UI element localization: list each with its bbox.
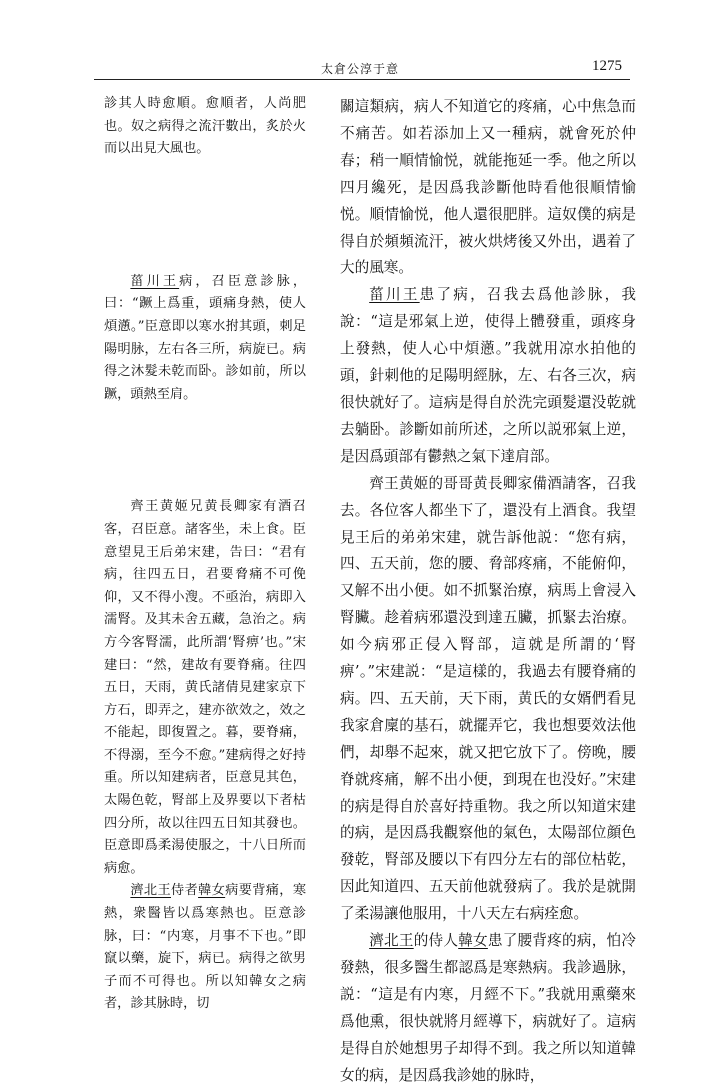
name-jibei-king-translation: 濟北王 [369,932,414,950]
header-rule [94,79,630,80]
right-paragraph-4-text: 患了腰背疼的病，怕冷發熱，很多醫生都認爲是寒熱病。我診過脉，説：“這是有内寒，月經不下。”我就用熏藥來爲他熏，很快就將月經導下，病就好了。這病是得自於她想男子却得不到。我之所以知道韓女的病，是因爲我診她的脉時， [340,932,636,1084]
left-paragraph-4 [104,880,306,1016]
left-paragraph-2 [104,271,306,407]
name-jibei-king: 濟北王 [130,883,171,899]
page-number: 1275 [592,58,622,74]
right-paragraph-1: 關這類病，病人不知道它的疼痛，心中焦急而不痛苦。如若添加上又一種病，就會死於仲春；稍一順情愉悦，就能拖延一季。他之所以四月纔死，是因爲我診斷他時看他很順情愉悦。順情愉悦，他人還很肥胖。這奴僕的病是得自於頻頻流汗，被火烘烤後又外出，遇着了大的風寒。 [340,98,636,277]
translation-column [340,94,636,1090]
left-paragraph-2-text: 病，召臣意診脉，曰：“蹶上爲重，頭痛身熱，使人煩懣。”臣意即以寒水拊其頭，刺足陽明脉，左右各三所，病旋已。病得之沐髮未乾而卧。診如前，所以蹶，頭熱至肩。 [104,273,307,402]
left-paragraph-3: 齊王黄姬兄黄長卿家有酒召客，召臣意。諸客坐，未上食。臣意望見王后弟宋建，告曰：“君有病，往四五日，君要脅痛不可俛仰，又不得小溲。不亟治，病即入濡腎。及其未舍五藏，急治之。病方今客腎濡，此所謂‘腎痹’也。”宋建曰：“然，建故有要脊痛。往四五日，天雨，黄氏諸倩見建家京下方石，即弄之，建亦欲效之，效之不能起，即復置之。暮，要脊痛，不得溺，至今不愈。”建病得之好持重。所以知建病者，臣意見其色，太陽色乾，腎部上及界要以下者枯四分所，故以往四五日知其發也。臣意即爲柔湯使服之，十八日所而病愈。 [104,499,306,876]
left-paragraph-4-mid: 侍者 [171,883,199,899]
running-title: 太倉公淳于意 [320,62,399,76]
right-paragraph-4 [340,928,636,1089]
name-han-nu: 韓女 [198,883,226,899]
page-header [94,56,626,76]
right-paragraph-4-mid: 的侍人 [413,932,459,950]
left-gap-1 [104,161,306,271]
classical-text-column [104,93,306,1016]
left-paragraph-1: 診其人時愈順。愈順者，人尚肥也。奴之病得之流汗數出，炙於火而以出見大風也。 [104,96,306,157]
left-gap-2 [104,406,306,496]
name-zichuan-king-translation: 菑川王 [369,286,420,304]
right-paragraph-2 [340,282,636,470]
name-zichuan-king: 菑川王 [130,273,180,289]
right-paragraph-2-text: 患了病，召我去爲他診脉，我說：“這是邪氣上逆，使得上體發重，頭疼身上發熱，使人心中煩懣。”我就用凉水拍他的頭，針刺他的足陽明經脉，左、右各三次，病很快就好了。這病是得自於洗完頭髮還没乾就去躺卧。診斷如前所述，之所以説邪氣上逆，是因爲頭部有鬱熱之氣下達肩部。 [340,286,636,465]
name-han-nu-translation: 韓女 [458,932,488,950]
left-paragraph-4-text: 病要背痛，寒熱，衆醫皆以爲寒熱也。臣意診脉，曰：“内寒，月事不下也。”即竄以藥，旋下，病已。病得之欲男子而不可得也。所以知韓女之病者，診其脉時，切 [104,883,307,1012]
right-paragraph-3: 齊王黄姬的哥哥黄長卿家備酒請客，召我去。各位客人都坐下了，還没有上酒食。我望見王后的弟弟宋建，就告訴他説：“您有病，四、五天前，您的腰、脅部疼痛，不能俯仰，又解不出小便。如不抓緊治療，病馬上會浸入腎臟。趁着病邪還没到達五臟，抓緊去治療。如今病邪正侵入腎部，這就是所謂的‘腎痹’。”宋建説：“是這樣的，我過去有腰脊痛的病。四、五天前，天下雨，黄氏的女婿們看見我家倉廩的基石，就擺弄它，我也想要效法他們，却舉不起來，就又把它放下了。傍晚，腰脊就疼痛，解不出小便，到現在也没好。”宋建的病是得自於喜好持重物。我之所以知道宋建的病，是因爲我觀察他的氣色，太陽部位顔色發乾，腎部及腰以下有四分左右的部位枯乾，因此知道四、五天前他就發病了。我於是就開了柔湯讓他服用，十八天左右病痊愈。 [340,474,636,923]
